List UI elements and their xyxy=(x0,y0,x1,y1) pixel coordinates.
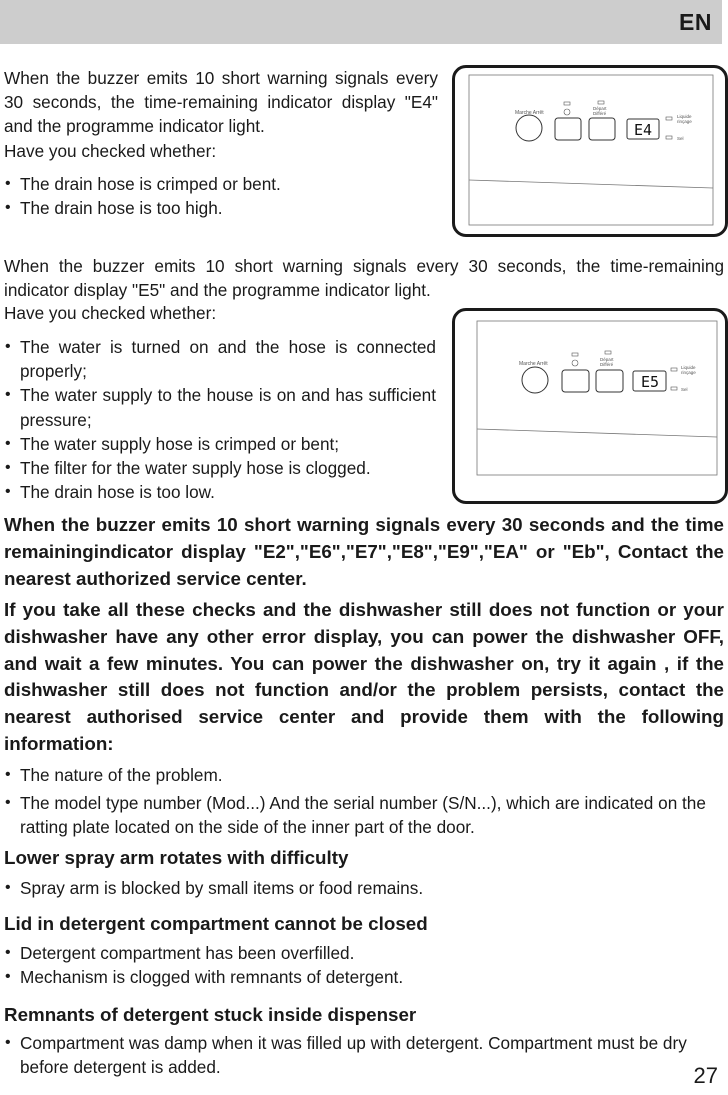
liquide-label: Liquide xyxy=(677,114,692,119)
programme-button xyxy=(555,118,581,140)
list-item: • Mechanism is clogged with remnants of detergent. xyxy=(4,965,724,989)
liquide-label: Liquide xyxy=(681,365,696,370)
depart-label: Départ xyxy=(600,357,614,362)
differe-label: Différé xyxy=(600,362,614,367)
led-indicator xyxy=(598,101,604,104)
info-bullets xyxy=(4,763,726,840)
list-item: • The water supply hose is crimped or bent; xyxy=(4,432,436,456)
panel-outline xyxy=(477,321,717,475)
list-item: • The drain hose is too low. xyxy=(4,480,436,504)
list-item: • The drain hose is too high. xyxy=(4,196,434,220)
marche-label: Marche Arrêt xyxy=(519,361,548,367)
list-item: • Detergent compartment has been overfilled. xyxy=(4,941,724,965)
rincage-label: rinçage xyxy=(681,370,696,375)
salt-led xyxy=(671,387,677,390)
sel-label: Sel xyxy=(681,387,688,392)
e5-intro: When the buzzer emits 10 short warning signals every 30 seconds, the time-remaining indicator display "E5" and the programme indicator light. xyxy=(4,256,724,301)
display-code: E5 xyxy=(640,373,660,391)
delay-button xyxy=(596,370,623,392)
programme-icon xyxy=(572,360,578,366)
spray-arm-bullets xyxy=(4,876,724,900)
delay-button xyxy=(589,118,615,140)
led-indicator xyxy=(605,351,611,354)
list-item: • The model type number (Mod...) And the serial number (S/N...), which are indicated on the ratting plate located on the side of the inner part of the door. xyxy=(4,791,726,839)
panel-edge-line xyxy=(477,429,717,437)
general-advice: If you take all these checks and the dishwasher still does not function or your dishwasher have any other error display, you can power the dishwasher OFF, and wait a few minutes. You can power the dishwasher on, try it again , if the dishwasher still does not function and/or the problem persists, contact the nearest authorised service center and provide them with the following information: xyxy=(4,599,724,754)
e5-bullets xyxy=(4,335,436,504)
control-panel-drawing xyxy=(455,68,725,234)
list-item: • Compartment was damp when it was filled up with detergent. Compartment must be dry before detergent is added. xyxy=(4,1031,726,1079)
list-item: • The filter for the water supply hose is clogged. xyxy=(4,456,436,480)
list-item: • The water supply to the house is on and has sufficient pressure; xyxy=(4,383,436,431)
control-panel-e5 xyxy=(452,308,728,504)
page-number: 27 xyxy=(693,1063,718,1088)
panel-outline xyxy=(469,75,713,225)
e4-bullets xyxy=(4,172,434,220)
remnants-bullets xyxy=(4,1031,726,1079)
power-button xyxy=(516,115,542,141)
language-label: EN xyxy=(679,9,712,35)
service-codes-note: When the buzzer emits 10 short warning signals every 30 seconds and the time remainingindicator display "E2","E6","E7","E8","E9","EA" or "Eb", Contact the nearest authorized service center. xyxy=(4,514,724,589)
list-item: • The water is turned on and the hose is connected properly; xyxy=(4,335,436,383)
control-panel-drawing xyxy=(455,311,725,501)
lid-heading: Lid in detergent compartment cannot be closed xyxy=(4,913,428,934)
salt-led xyxy=(666,136,672,139)
power-button xyxy=(522,367,548,393)
rincage-label: rinçage xyxy=(677,119,692,124)
programme-icon xyxy=(564,109,570,115)
led-indicator xyxy=(572,353,578,356)
marche-label: Marche Arrêt xyxy=(515,110,544,116)
lid-bullets xyxy=(4,941,724,989)
e4-check-prompt: Have you checked whether: xyxy=(4,141,217,161)
rinse-aid-led xyxy=(666,117,672,120)
led-indicator xyxy=(564,102,570,105)
control-panel-e4 xyxy=(452,65,728,237)
e4-intro: When the buzzer emits 10 short warning signals every 30 seconds, the time-remaining indicator display "E4" and the programme indicator light. xyxy=(4,68,438,137)
display-code: E4 xyxy=(633,121,653,139)
rinse-aid-led xyxy=(671,368,677,371)
list-item: • The drain hose is crimped or bent. xyxy=(4,172,434,196)
list-item: • The nature of the problem. xyxy=(4,763,726,787)
spray-arm-heading: Lower spray arm rotates with difficulty xyxy=(4,847,349,868)
differe-label: Différé xyxy=(593,111,607,116)
remnants-heading: Remnants of detergent stuck inside dispenser xyxy=(4,1004,417,1025)
sel-label: Sel xyxy=(677,136,684,141)
panel-edge-line xyxy=(469,180,713,188)
e5-check-prompt: Have you checked whether: xyxy=(4,303,217,323)
depart-label: Départ xyxy=(593,106,607,111)
header-bar xyxy=(0,0,722,44)
list-item: • Spray arm is blocked by small items or food remains. xyxy=(4,876,724,900)
programme-button xyxy=(562,370,589,392)
